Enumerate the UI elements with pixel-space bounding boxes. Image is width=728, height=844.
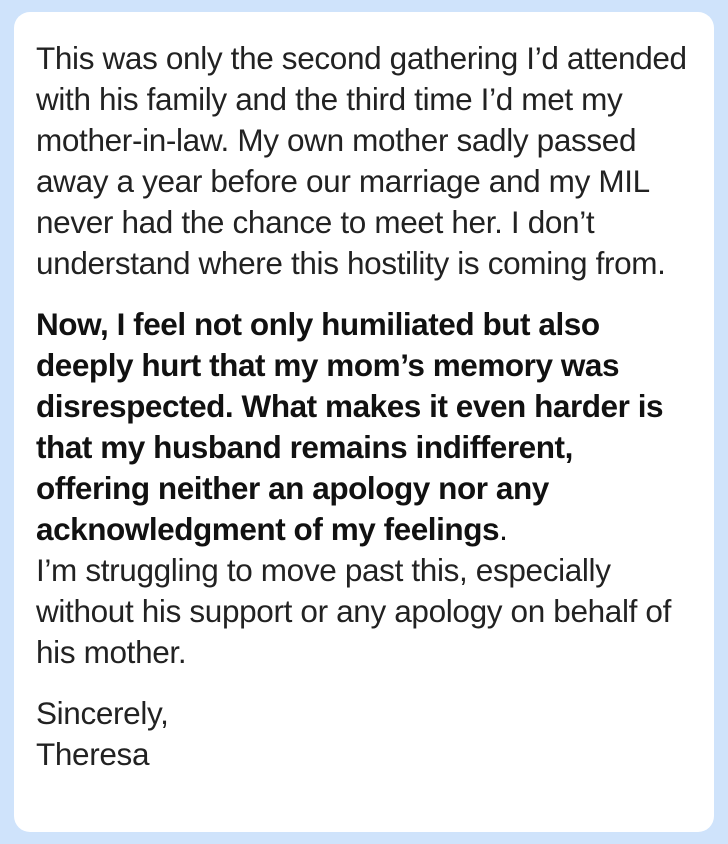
letter-paragraph-2 [36,304,694,550]
letter-closing: Sincerely, [36,695,169,731]
letter-card [14,12,714,832]
letter-paragraph-1: This was only the second gathering I’d attended with his family and the third time I’d met my mother-in-law. My own mother sadly passed away a year before our marriage and my MIL never had the chance to meet her. I don’t understand where this hostility is coming from. [36,40,687,281]
letter-paragraph-2-bold: Now, I feel not only humiliated but also deeply hurt that my mom’s memory was disrespected. What makes it even harder is that my husband remains indifferent, offering neither an apology nor any acknowledgment of my feelings [36,306,664,547]
letter-signature: Theresa [36,736,150,772]
letter-paragraph-2-period: . [499,511,508,547]
letter-paragraph-3: I’m struggling to move past this, especially without his support or any apology on behalf of his mother. [36,552,671,670]
